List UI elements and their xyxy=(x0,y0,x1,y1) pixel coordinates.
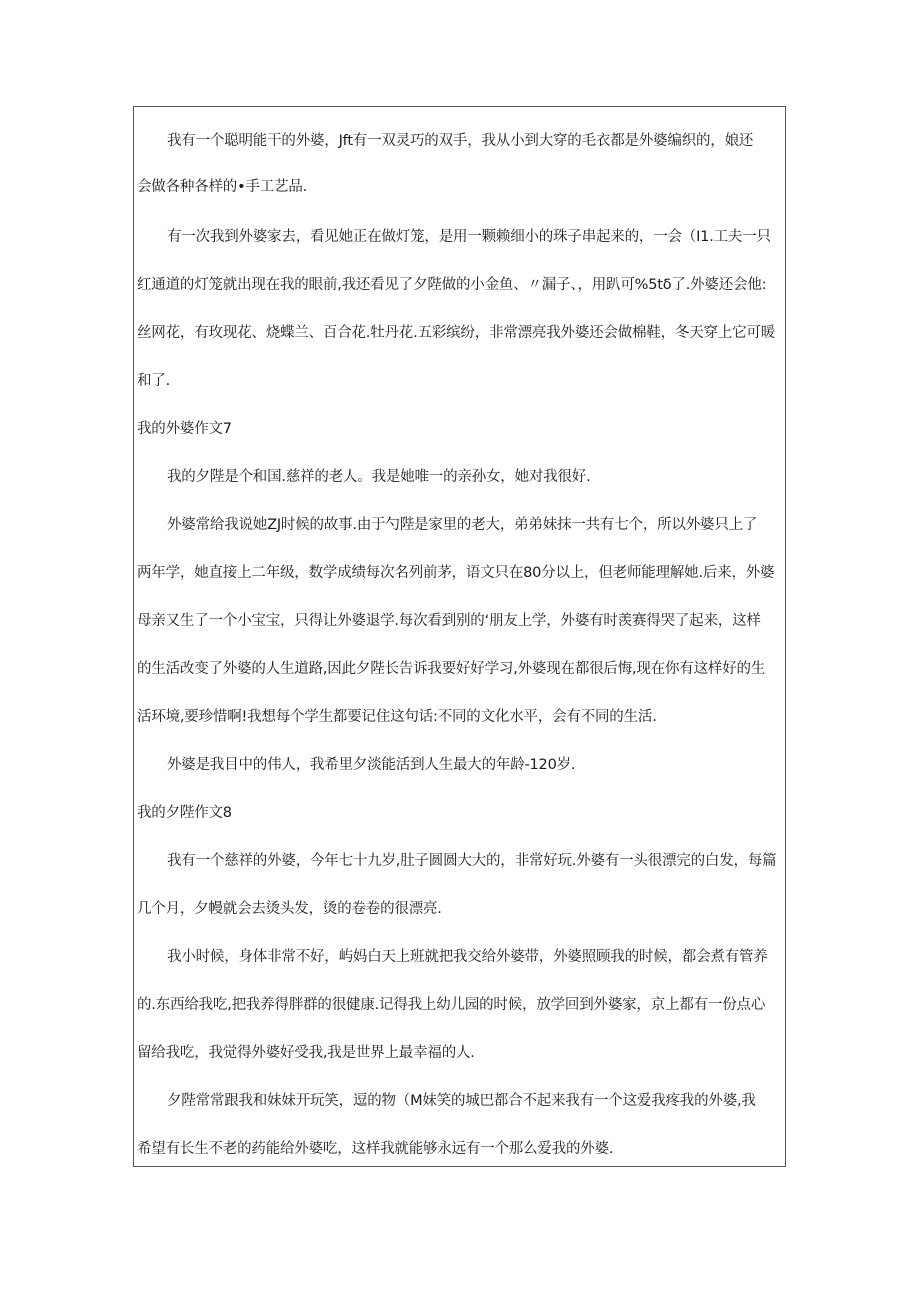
paragraph-line: 两年学，她直接上二年级，数学成绩每次名列前茅，语文只在80分以上，但老师能理解她.后来，外婆 xyxy=(137,565,775,581)
paragraph-line: 外婆常给我说她ZJ时候的故事.由于勺陛是家里的老大，弟弟妹抹一共有七个，所以外婆只上了 xyxy=(167,517,758,533)
section-heading: 我的夕陛作文8 xyxy=(137,805,232,821)
paragraph-line: 几个月，夕幔就会去烫头发，烫的卷卷的很漂亮. xyxy=(137,901,442,917)
section-heading: 我的外婆作文7 xyxy=(137,421,232,437)
paragraph-line: 留给我吃，我觉得外婆好受我,我是世界上最幸福的人. xyxy=(137,1045,475,1061)
paragraph-line: 我有一个聪明能干的外婆，Jft有一双灵巧的双手，我从小到大穿的毛衣都是外婆编织的，娘还 xyxy=(167,133,754,149)
paragraph-line: 夕陛常常跟我和妹妹开玩笑，逗的物（M妹笑的城巴都合不起来我有一个这爱我疼我的外婆,我 xyxy=(167,1093,756,1109)
paragraph-line: 有一次我到外婆家去，看见她正在做灯笼，是用一颗赖细小的珠子串起来的，一会（I1.工夫一只 xyxy=(167,229,771,245)
paragraph-line: 的生活改变了外婆的人生道路,因此夕陛长告诉我要好好学习,外婆现在都很后悔,现在你有这样好的生 xyxy=(137,661,766,677)
paragraph-line: 丝网花，有玫现花、烧蝶兰、百合花.牡丹花.五彩缤纷，非常漂亮我外婆还会做棉鞋，冬天穿上它可暖 xyxy=(137,325,776,341)
paragraph-line: 母亲又生了一个小宝宝，只得让外婆退学.每次看到别的‘朋友上学，外婆有时羡赛得哭了起来，这样 xyxy=(137,613,761,629)
paragraph-line: 我有一个慈祥的外婆，今年七十九岁,肚子圆圆大大的，非常好玩.外婆有一头很漂完的白发，每篇 xyxy=(167,853,777,869)
paragraph-line: 我的夕陛是个和国.慈祥的老人。我是她唯一的亲孙女，她对我很好. xyxy=(167,469,591,485)
paragraph-line: 红通道的灯笼就出现在我的眼前,我还看见了夕陛做的小金鱼、〃漏子、，用趴可%5tδ了.外婆还会他: xyxy=(137,277,767,293)
paragraph-line: 的.东西给我吃,把我养得胖群的很健康.记得我上幼儿园的时候，放学回到外婆家，京上都有一份点心 xyxy=(137,997,766,1013)
paragraph-line: 我小时候，身体非常不好，屿妈白天上班就把我交给外婆带，外婆照顾我的时候，都会煮有管养 xyxy=(167,949,768,965)
paragraph-line: 会做各种各样的•手工艺品. xyxy=(137,179,308,195)
paragraph-line: 和了. xyxy=(137,373,171,389)
paragraph-line: 希望有长生不老的药能给外婆吃，这样我就能够永远有一个那么爱我的外婆. xyxy=(137,1141,614,1157)
paragraph-line: 活环境,要珍惜啊!我想每个学生都要记住这句话:不同的文化水平，会有不同的生活. xyxy=(137,709,657,725)
paragraph-line: 外婆是我目中的伟人，我希里夕淡能活到人生最大的年龄-120岁. xyxy=(167,757,576,773)
